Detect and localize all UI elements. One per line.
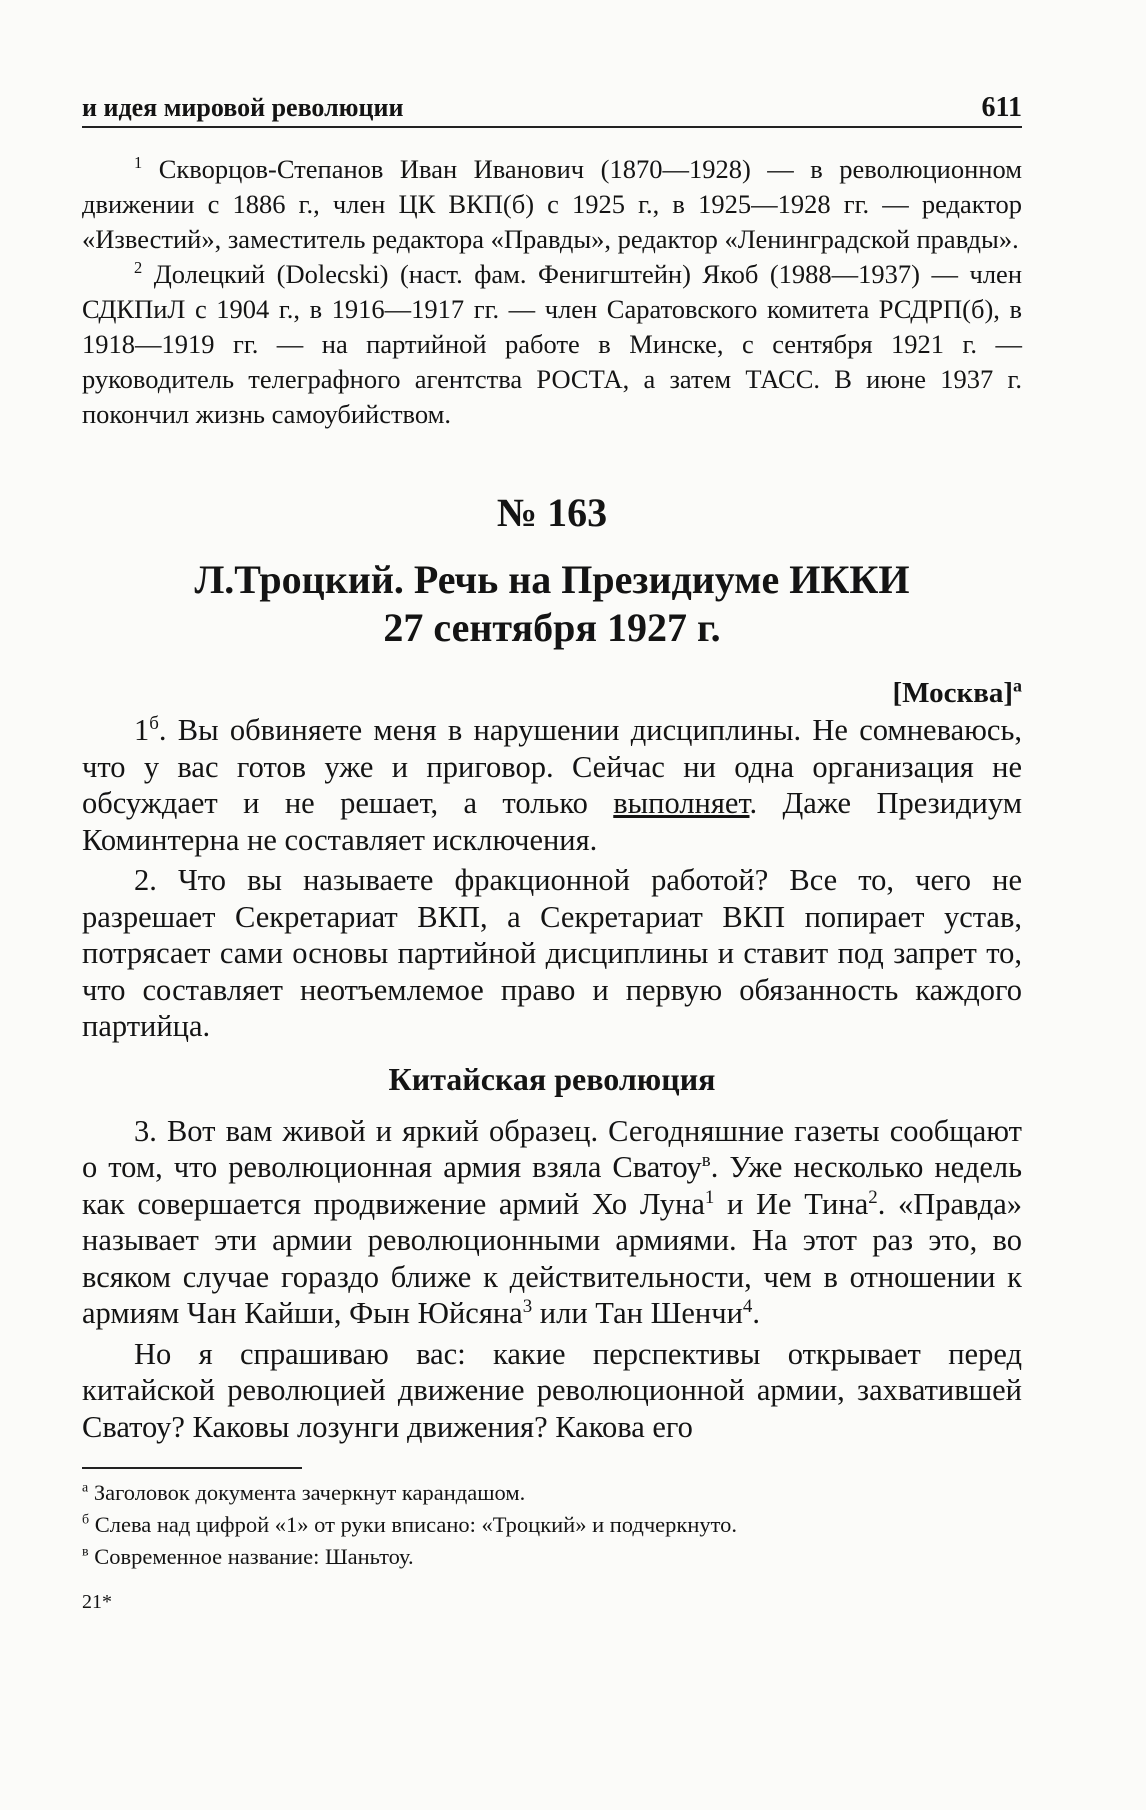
footnote-mark: 2 (868, 1186, 878, 1208)
paragraph-text: 3. Вот вам живой и яркий образец. Сегодняшние газеты сообщают о том, что революционная армия взяла Сватоу (82, 1113, 1022, 1184)
footnote (82, 1541, 1022, 1573)
page-number: 611 (981, 92, 1022, 123)
top-note (82, 152, 1022, 257)
footnote-mark: 4 (742, 1295, 753, 1317)
paragraph-text: . Уже несколько недель как совершается продвижение армий Хо Луна (82, 1150, 1023, 1221)
footnote-mark: 3 (522, 1295, 533, 1317)
document-place (82, 674, 1022, 712)
footnote-text: Современное название: Шаньтоу. (94, 1544, 414, 1569)
document-number: № 163 (496, 490, 608, 535)
footnote-text: Слева над цифрой «1» от руки вписано: «Троцкий» и подчеркнуто. (94, 1512, 738, 1537)
footnote-letter: в (82, 1544, 89, 1560)
footnote-text: Заголовок документа зачеркнут карандашом. (93, 1480, 526, 1505)
paragraph-text: или Тан Шенчи (532, 1296, 743, 1330)
running-head (82, 92, 1022, 128)
document-title (82, 556, 1022, 652)
top-note-mark: 1 (134, 153, 143, 173)
top-note-mark: 2 (134, 258, 143, 278)
paragraph-text: . Даже Президиум Коминтерна не составляет исключения. (82, 786, 1022, 857)
underlined-word: выполняет (613, 786, 750, 820)
printer-signature: 21* (82, 1591, 112, 1613)
top-note-text: Скворцов-Степанов Иван Иванович (1870—1928) — в революционном движении с 1886 г., член ЦК ВКП(б) с 1925 г., в 1925—1928 гг. — редактор «Известий», заместитель редактора «Правды», редактор «Ленинградской правды». (82, 154, 1022, 254)
footnote (82, 1509, 1022, 1541)
paragraph-text: . Вы обвиняете меня в нарушении дисциплины. Не сомневаюсь, что у вас готов уже и приговор. Сейчас ни одна организация не обсуждает и не решает, а только (82, 713, 1022, 820)
footnote-mark: 1 (704, 1186, 715, 1208)
footnote-letter: а (82, 1480, 89, 1496)
document-date: 27 сентября 1927 г. (383, 605, 721, 650)
footnote-mark: б (149, 712, 159, 734)
footnote (82, 1477, 1022, 1509)
footnote-mark: в (701, 1149, 711, 1171)
place-footnote-mark: а (1013, 675, 1022, 696)
running-head-title: и идея мировой революции (82, 93, 404, 122)
paragraph-text: . (752, 1296, 760, 1330)
footnote-letter: б (82, 1512, 90, 1528)
place-text: [Москва] (892, 677, 1014, 709)
paragraph-3 (82, 1113, 1022, 1332)
paragraph-1 (82, 712, 1022, 858)
book-page (82, 92, 1022, 1615)
top-note-text: Долецкий (Dolecski) (наст. фам. Фенигштейн) Якоб (1988—1937) — член СДКПиЛ с 1904 г., в 1916—1917 гг. — член Саратовского комитета РСДРП(б), в 1918—1919 гг. — на партийной работе в Минске, с сентября 1921 г. — руководитель телеграфного агентства РОСТА, а затем ТАСС. В июне 1937 г. покончил жизнь самоубийством. (82, 259, 1022, 429)
document-title-line: Л.Троцкий. Речь на Президиуме ИККИ (194, 557, 910, 602)
paragraph-text: и Ие Тина (714, 1186, 869, 1221)
paragraph-4: Но я спрашиваю вас: какие перспективы открывает перед китайской революцией движение революционной армии, захватившей Сватоу? Каковы лозунги движения? Какова его (82, 1336, 1022, 1444)
top-note (82, 257, 1022, 432)
footnote-rule (82, 1467, 302, 1469)
document-body (82, 712, 1022, 1445)
paragraph-2: 2. Что вы называете фракционной работой? Все то, чего не разрешает Секретариат ВКП, а Секретариат ВКП попирает устав, потрясает сами основы партийной дисциплины и ставит под запрет то, что составляет неотъемлемое право и первую обязанность каждого партийца. (82, 863, 1022, 1043)
section-heading: Китайская революция (388, 1060, 716, 1097)
paragraph-number: 1 (134, 713, 150, 747)
footnotes (82, 1477, 1022, 1573)
paragraph-text: . «Правда» называет эти армии революционными армиями. На этот раз это, во всяком случае гораздо ближе к действительности, чем в отношении к армиям Чан Кайши, Фын Юйсяна (82, 1186, 1022, 1330)
top-notes (82, 152, 1022, 432)
